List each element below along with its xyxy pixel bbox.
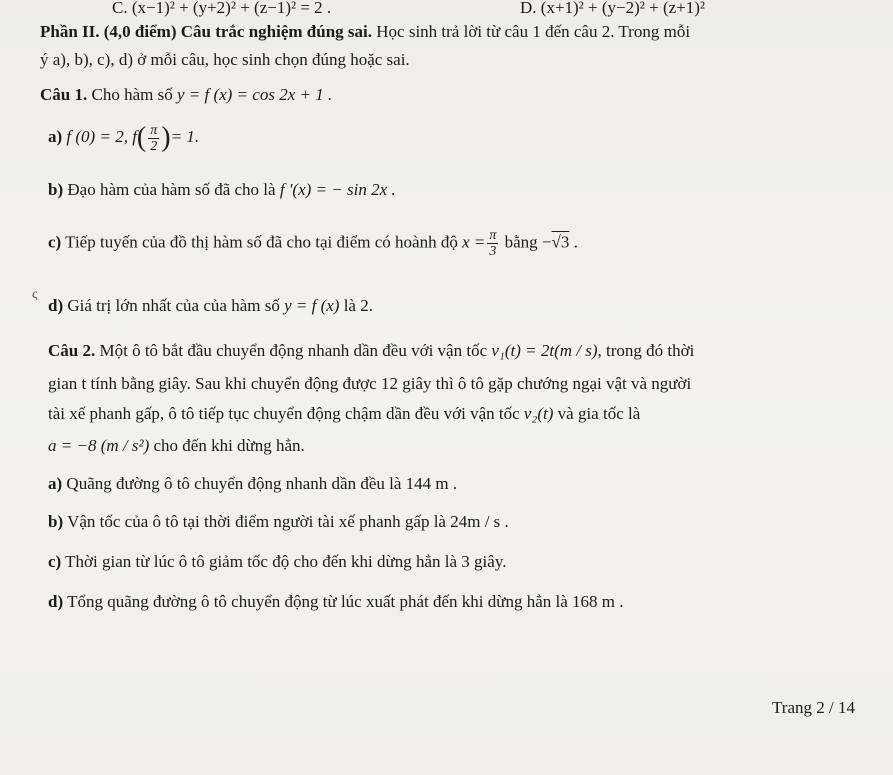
margin-mark: ς xyxy=(32,287,38,302)
q2-option-c: c) Thời gian từ lúc ô tô giảm tốc độ cho đến khi dừng hẳn là 3 giây. xyxy=(48,552,507,571)
option-c-cropped: C. (x−1)² + (y+2)² + (z−1)² = 2 . xyxy=(112,0,332,17)
option-d-cropped: D. (x+1)² + (y−2)² + (z+1)² xyxy=(520,0,706,17)
page-number: Trang 2 / 14 xyxy=(772,698,855,717)
part-heading xyxy=(40,22,690,42)
q1-stem: Câu 1. Cho hàm số y = f (x) = cos 2x + 1 . xyxy=(40,85,333,104)
part-instruction-1: Học sinh trả lời từ câu 1 đến câu 2. Trong mỗi xyxy=(372,22,691,41)
part-instruction-2: ý a), b), c), d) ở mỗi câu, học sinh chọn đúng hoặc sai. xyxy=(40,50,410,69)
q2-line-2: gian t tính bằng giây. Sau khi chuyển động được 12 giây thì ô tô gặp chướng ngại vật và người xyxy=(48,374,692,393)
q2-option-a: a) Quãng đường ô tô chuyển động nhanh dần đều là 144 m . xyxy=(48,474,458,493)
q2-option-d: d) Tổng quãng đường ô tô chuyển động từ lúc xuất phát đến khi dừng hẳn là 168 m . xyxy=(48,592,624,611)
q2-line-3: tài xế phanh gấp, ô tô tiếp tục chuyển động chậm dần đều với vận tốc v₂(t) và gia tốc là xyxy=(48,404,641,423)
q1-option-c: c) Tiếp tuyến của đồ thị hàm số đã cho tại điểm có hoành độ x = $\frac{\pi}{3}$ bằng −√3 . xyxy=(48,228,578,259)
q2-line-4: a = −8 (m / s²) cho đến khi dừng hẳn. xyxy=(48,436,305,455)
q2-option-b: b) Vận tốc của ô tô tại thời điểm người tài xế phanh gấp là 24m / s . xyxy=(48,512,509,531)
q2-line-1: Câu 2. Một ô tô bắt đầu chuyển động nhanh dần đều với vận tốc v₁(t) = 2t(m / s), trong đó thời xyxy=(48,341,695,360)
q1-option-d: d) Giá trị lớn nhất của của hàm số y = f (x) là 2. xyxy=(48,296,373,315)
q1-option-b: b) Đạo hàm của hàm số đã cho là f '(x) = − sin 2x . xyxy=(48,180,396,199)
part-title: Phần II. (4,0 điểm) Câu trắc nghiệm đúng sai. xyxy=(40,22,373,41)
q1-option-a: a) f (0) = 2, f( $\frac{\pi}{2}$ )= 1. xyxy=(48,122,200,154)
